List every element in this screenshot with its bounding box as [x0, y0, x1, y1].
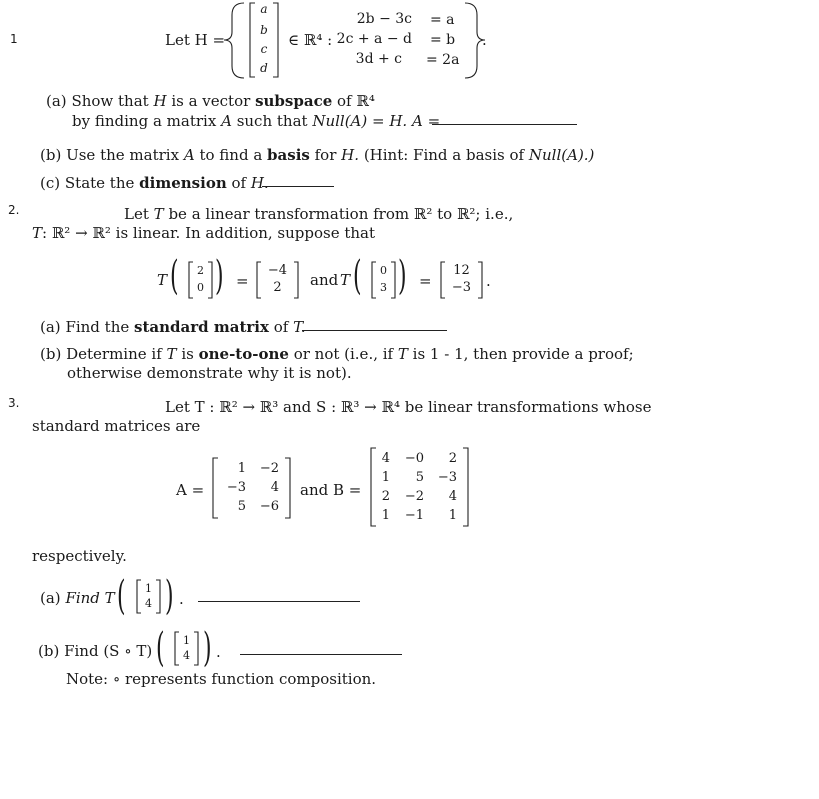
equals: =: [419, 272, 432, 290]
null-expression: Null(A) = H. A =: [312, 112, 441, 130]
text: or not (i.e., if: [293, 345, 394, 363]
hint: (Hint: Find a basis of: [363, 146, 525, 164]
text: to find a: [199, 146, 263, 164]
B-entry: 5: [415, 470, 424, 485]
part-label: (a): [46, 92, 67, 110]
B-entry: −1: [404, 508, 424, 523]
v2-entry: 0: [380, 264, 387, 277]
equation-lhs: 2c + a − d: [336, 31, 412, 47]
var-T: T: [32, 224, 43, 242]
problem-3-line2: standard matrices are: [32, 417, 201, 435]
var-T: T: [157, 271, 168, 289]
w2-entry: −3: [451, 280, 472, 295]
problem-1-number: 1: [10, 32, 18, 46]
and-text: and: [310, 271, 339, 289]
part-label: (c): [40, 174, 61, 192]
text: Let: [124, 205, 149, 223]
bold-term: standard matrix: [134, 318, 269, 336]
A-entry: −3: [226, 480, 246, 495]
var-H: H: [153, 92, 167, 110]
B-entry: −0: [404, 451, 424, 466]
text: by finding a matrix: [72, 112, 217, 130]
vector-entry: d: [260, 61, 268, 75]
equation-rhs: = a: [430, 12, 455, 28]
right-paren: ): [165, 573, 174, 619]
text: of: [231, 174, 247, 192]
var-H: H.: [250, 174, 269, 192]
vec-entry: 1: [183, 634, 190, 647]
text: for: [314, 146, 337, 164]
A-entry: 4: [270, 480, 279, 495]
null-A: Null(A).): [528, 146, 595, 164]
part-label: (a): [40, 589, 61, 607]
equation-lhs: 3d + c: [355, 51, 402, 67]
text: be a linear transformation from ℝ² to ℝ²; i.e.,: [168, 205, 514, 223]
vec-right-bracket: [194, 632, 198, 665]
answer-blank-3b[interactable]: [240, 654, 402, 655]
w1-entry: −4: [267, 263, 288, 278]
var-A: A: [221, 112, 232, 130]
right-paren: ): [215, 253, 224, 299]
text: Show that: [71, 92, 149, 110]
text: Use the matrix: [66, 146, 180, 164]
left-paren: (: [170, 253, 179, 299]
B-entry: 4: [381, 451, 390, 466]
find-T: Find T: [65, 589, 115, 607]
B-entry: 1: [381, 470, 390, 485]
v1-entry: 0: [197, 281, 204, 294]
v2-entry: 3: [380, 281, 387, 294]
end-period: .: [486, 272, 491, 290]
w1-entry: 2: [273, 280, 282, 295]
w2-entry: 12: [453, 263, 470, 278]
vector-entry: c: [260, 42, 268, 56]
B-entry: 1: [448, 508, 457, 523]
v1-entry: 2: [197, 264, 204, 277]
left-paren: (: [156, 625, 165, 671]
right-paren: ): [203, 625, 212, 671]
problem-3-line1: Let T : ℝ² → ℝ³ and S : ℝ³ → ℝ⁴ be linear transformations whose: [165, 398, 652, 416]
var-T: T: [397, 345, 408, 363]
bold-term: dimension: [139, 174, 227, 192]
B-entry: 2: [381, 489, 390, 504]
text: is a vector: [171, 92, 251, 110]
var-T: T.: [293, 318, 306, 336]
vector-entry: b: [260, 23, 268, 37]
left-paren: (: [117, 573, 126, 619]
bold-term: basis: [267, 146, 310, 164]
A-entry: −6: [259, 499, 279, 514]
equals: =: [236, 272, 249, 290]
B-entry: 1: [381, 508, 390, 523]
var-T: T: [166, 345, 177, 363]
text: State the: [64, 174, 135, 192]
A-entry: 1: [237, 461, 246, 476]
part-label: (b): [40, 345, 62, 363]
text: Find the: [65, 318, 130, 336]
left-paren: (: [353, 253, 362, 299]
A-entry: −2: [259, 461, 279, 476]
text: Determine if: [66, 345, 162, 363]
set-end-period: .: [482, 31, 487, 49]
problem-2-number: 2.: [8, 203, 20, 217]
period: .: [216, 643, 221, 661]
var-T: T: [340, 271, 351, 289]
part-label: (b): [38, 642, 60, 660]
vec-entry: 4: [145, 597, 152, 610]
bold-term: subspace: [255, 92, 333, 110]
note: Note: ∘ represents function composition.: [66, 670, 377, 688]
part-label: (a): [40, 318, 61, 336]
B-entry: −3: [437, 470, 457, 485]
vector-entry: a: [260, 2, 268, 16]
equation-rhs: = b: [430, 32, 456, 48]
right-paren: ): [398, 253, 407, 299]
B-entry: −2: [404, 489, 424, 504]
find-SoT: Find (S ∘ T): [64, 642, 153, 660]
text: of ℝ⁴: [337, 92, 375, 110]
problem-2b-line2: otherwise demonstrate why it is not).: [67, 364, 352, 382]
equation-rhs: = 2a: [426, 52, 460, 68]
text: such that: [236, 112, 308, 130]
problem-3-number: 3.: [8, 396, 20, 410]
B-entry: 4: [448, 489, 457, 504]
text: is 1 - 1, then provide a proof;: [412, 345, 634, 363]
B-entry: 2: [448, 451, 457, 466]
var-A: A: [183, 146, 195, 164]
in-r4: ∈ ℝ⁴ :: [288, 31, 333, 49]
var-H: H.: [341, 146, 360, 164]
A-entry: 5: [237, 499, 246, 514]
respectively: respectively.: [32, 547, 127, 565]
text: : ℝ² → ℝ² is linear. In addition, suppose that: [42, 224, 376, 242]
matrix-A-label: A =: [176, 481, 205, 499]
bold-term: one-to-one: [198, 345, 289, 363]
vec-entry: 4: [183, 649, 190, 662]
vec-entry: 1: [145, 582, 152, 595]
matrix-B-label: and B =: [300, 481, 362, 499]
text: is: [181, 345, 194, 363]
text: of: [273, 318, 289, 336]
problem-1-let: Let H =: [165, 31, 226, 49]
var-T: T: [153, 205, 164, 223]
equation-lhs: 2b − 3c: [356, 11, 412, 27]
period: .: [179, 590, 184, 608]
part-label: (b): [40, 146, 62, 164]
